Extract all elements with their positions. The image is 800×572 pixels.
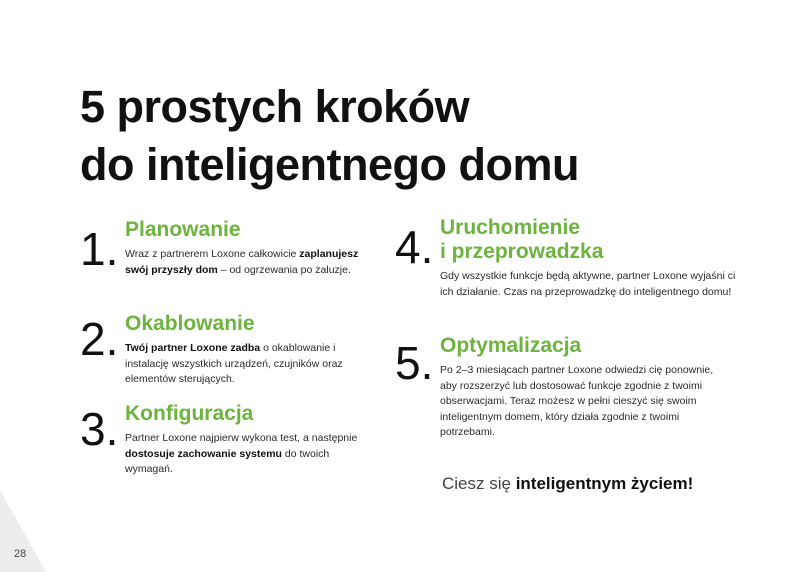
step-2-body	[125, 341, 370, 388]
step-4-title-line-2: i przeprowadzka	[440, 240, 604, 263]
step-1-number: 1.	[80, 223, 119, 275]
closing-emphasis: inteligentnym życiem!	[515, 474, 694, 493]
step-1-title: Planowanie	[125, 218, 241, 241]
step-2-title: Okablowanie	[125, 312, 255, 335]
step-5-number: 5.	[395, 337, 434, 389]
page-title-line-2: do inteligentnego domu	[80, 139, 579, 190]
step-1-body-emphasis: zaplanujesz swój przyszły dom	[125, 248, 359, 276]
step-2-body-part: o okablowanie i instalację wszystkich urządzeń, czujników oraz elementów sterujących.	[125, 342, 343, 385]
page-title-line-1: 5 prostych kroków	[80, 81, 470, 132]
step-3-body-part: Partner Loxone najpierw wykona test, a następnie	[125, 432, 358, 444]
step-1-body-part: – od ogrzewania po żaluzje.	[217, 263, 351, 276]
step-2-body-emphasis: Twój partner Loxone zadba	[125, 342, 261, 354]
step-5-body: Po 2–3 miesiącach partner Loxone odwiedzi cię ponownie, aby rozszerzyć lub dostosować funkcje zgodnie z twoimi obserwacjami. Teraz możesz w pełni cieszyć się swoim inteligentnym domem, który działa zgodnie z twoimi potrzebami.	[440, 364, 714, 438]
page-title	[80, 78, 579, 194]
step-3-body-part: do twoich wymagań.	[125, 447, 330, 475]
step-3-body-emphasis: dostosuje zachowanie systemu	[125, 447, 282, 460]
step-3-body	[125, 431, 370, 478]
closing-tagline	[442, 474, 693, 494]
step-4-title-line-1: Uruchomienie	[440, 216, 581, 239]
step-4-body: Gdy wszystkie funkcje będą aktywne, partner Loxone wyjaśni ci ich działanie. Czas na przeprowadzkę do inteligentnego domu!	[440, 270, 736, 298]
step-1-body-part: Wraz z partnerem Loxone całkowicie	[125, 248, 300, 260]
step-3-title: Konfiguracja	[125, 402, 254, 425]
closing-prefix: Ciesz się	[442, 474, 516, 493]
page-number: 28	[14, 548, 27, 560]
step-5-title: Optymalizacja	[440, 334, 582, 357]
step-4-title	[440, 216, 740, 264]
step-3-number: 3.	[80, 403, 119, 455]
step-2-number: 2.	[80, 313, 119, 365]
step-4-number: 4.	[395, 221, 434, 273]
step-1-body	[125, 247, 370, 278]
